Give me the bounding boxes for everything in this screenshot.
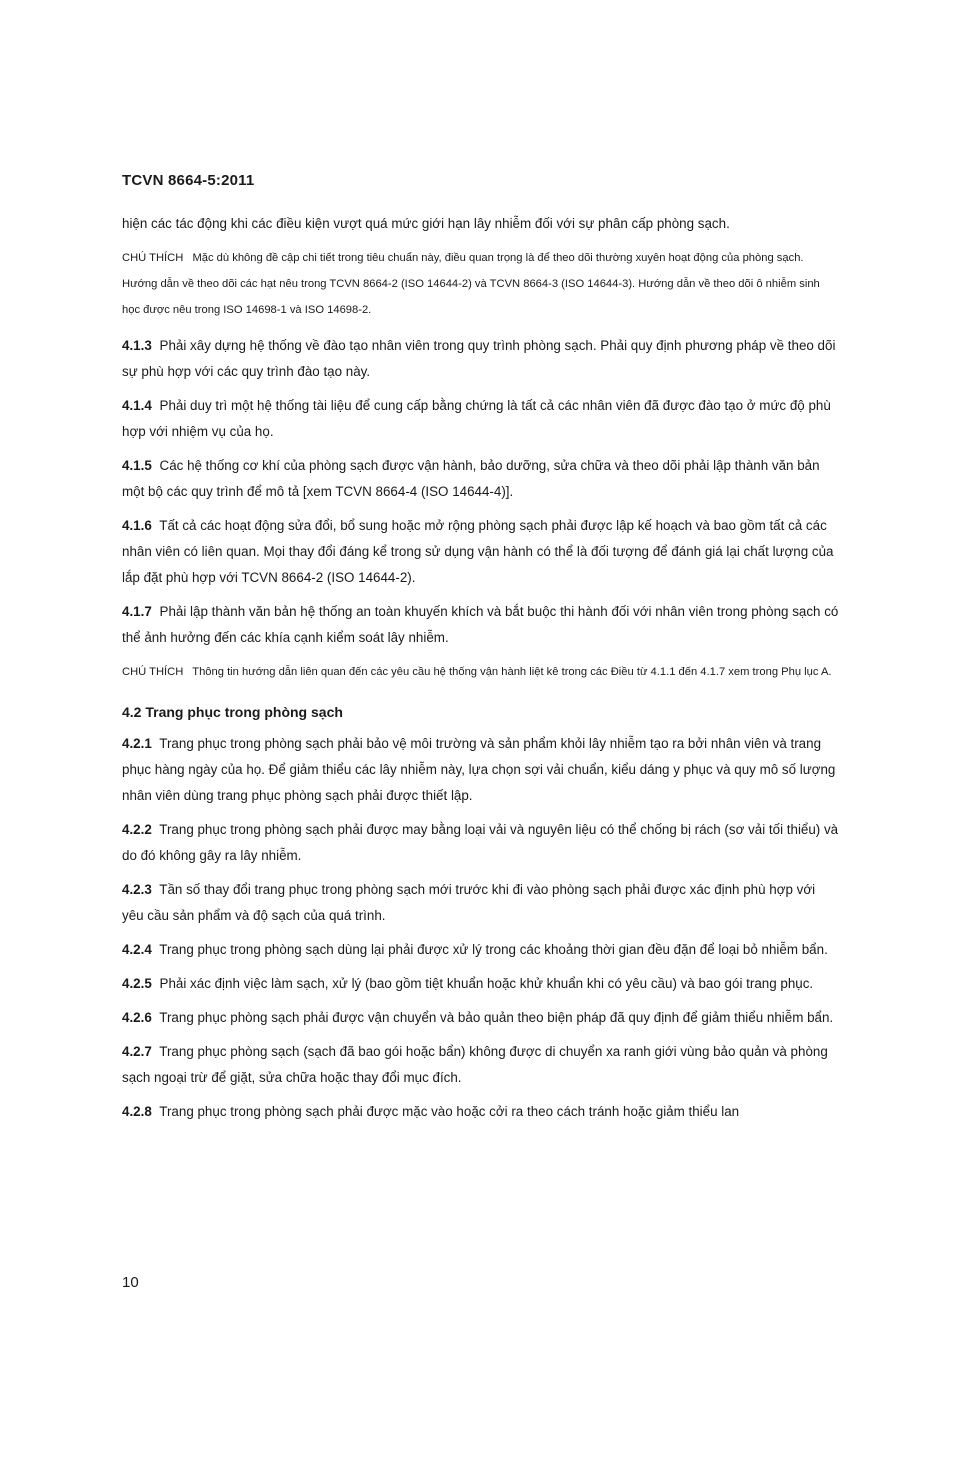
clause-text: Phải lập thành văn bản hệ thống an toàn khuyến khích và bắt buộc thi hành đối với nhân viên trong phòng sạch có thể ảnh hưởng đến các khía cạnh kiểm soát lây nhiễm.: [122, 604, 839, 645]
clause-4-2-5: [122, 971, 840, 997]
clause-number: 4.1.5: [122, 458, 152, 473]
clause-number: 4.2.4: [122, 942, 152, 957]
intro-paragraph: hiện các tác động khi các điều kiện vượt quá mức giới hạn lây nhiễm đối với sự phân cấp phòng sạch.: [122, 216, 730, 231]
clause-text: Phải xác định việc làm sạch, xử lý (bao gồm tiệt khuẩn hoặc khử khuẩn khi có yêu cầu) và bao gói trang phục.: [159, 976, 814, 991]
clause-number: 4.2.7: [122, 1044, 152, 1059]
clause-4-1-3: [122, 333, 840, 385]
clause-number: 4.1.6: [122, 518, 152, 533]
note-2-text: Thông tin hướng dẫn liên quan đến các yêu cầu hệ thống vận hành liệt kê trong các Điều từ 4.1.1 đến 4.1.7 xem trong Phụ lục A.: [192, 666, 832, 678]
clause-number: 4.1.7: [122, 604, 152, 619]
note-2-label: CHÚ THÍCH: [122, 666, 184, 678]
clause-text: Trang phục trong phòng sạch phải được may bằng loại vải và nguyên liệu có thể chống bị rách (sơ vải tối thiểu) và do đó không gây ra lây nhiễm.: [122, 822, 839, 863]
document-header: TCVN 8664-5:2011: [122, 172, 255, 189]
clause-number: 4.2.5: [122, 976, 152, 991]
clause-4-2-1: [122, 731, 840, 809]
note-2: [122, 659, 840, 685]
clause-4-1-5: [122, 453, 840, 505]
clause-4-2-2: [122, 817, 840, 869]
clause-text: Phải duy trì một hệ thống tài liệu để cung cấp bằng chứng là tất cả các nhân viên đã được đào tạo ở mức độ phù hợp với nhiệm vụ của họ.: [122, 398, 831, 439]
clause-text: Tất cả các hoạt động sửa đổi, bổ sung hoặc mở rộng phòng sạch phải được lập kế hoạch và bao gồm tất cả các nhân viên có liên quan. Mọi thay đổi đáng kể trong sử dụng vận hành có thể là đối tượng để đánh giá lại chất lượng của lắp đặt phù hợp với TCVN 8664-2 (ISO 14644-2).: [122, 518, 834, 585]
clause-4-2-8: [122, 1099, 840, 1125]
clause-number: 4.2.6: [122, 1010, 152, 1025]
clause-4-1-6: [122, 513, 840, 591]
page-number: 10: [122, 1274, 139, 1291]
note-1: [122, 245, 840, 323]
clause-number: 4.1.3: [122, 338, 152, 353]
clause-text: Trang phục trong phòng sạch phải bảo vệ môi trường và sản phẩm khỏi lây nhiễm tạo ra bởi nhân viên và trang phục hàng ngày của họ. Để giảm thiểu các lây nhiễm này, lựa chọn sợi vải chuẩn, kiểu dáng y phục và quy mô số lượng nhân viên dùng trang phục phòng sạch phải được thiết lập.: [122, 736, 836, 803]
clause-text: Phải xây dựng hệ thống về đào tạo nhân viên trong quy trình phòng sạch. Phải quy định phương pháp về theo dõi sự phù hợp với các quy trình đào tạo này.: [122, 338, 836, 379]
clause-text: Tần số thay đổi trang phục trong phòng sạch mới trước khi đi vào phòng sạch phải được xác định phù hợp với yêu cầu sản phẩm và độ sạch của quá trình.: [122, 882, 816, 923]
clause-number: 4.2.3: [122, 882, 152, 897]
clause-text: Trang phục trong phòng sạch phải được mặc vào hoặc cởi ra theo cách tránh hoặc giảm thiểu lan: [159, 1104, 740, 1119]
clause-text: Các hệ thống cơ khí của phòng sạch được vận hành, bảo dưỡng, sửa chữa và theo dõi phải lập thành văn bản một bộ các quy trình để mô tả [xem TCVN 8664-4 (ISO 14644-4)].: [122, 458, 820, 499]
clause-number: 4.1.4: [122, 398, 152, 413]
clause-4-1-7: [122, 599, 840, 651]
section-heading: 4.2 Trang phục trong phòng sạch: [122, 704, 343, 720]
clause-4-2-4: [122, 937, 840, 963]
clause-number: 4.2.2: [122, 822, 152, 837]
clause-number: 4.2.8: [122, 1104, 152, 1119]
note-1-text: Mặc dù không đề cập chi tiết trong tiêu chuẩn này, điều quan trọng là để theo dõi thường xuyên hoạt động của phòng sạch. Hướng dẫn về theo dõi các hạt nêu trong TCVN 8664-2 (ISO 14644-2) và TCVN 8664-3 (ISO 14644-3). Hướng dẫn về theo dõi ô nhiễm sinh học được nêu trong ISO 14698-1 và ISO 14698-2.: [122, 252, 820, 316]
clause-4-1-4: [122, 393, 840, 445]
clause-4-2-7: [122, 1039, 840, 1091]
clause-text: Trang phục phòng sạch (sạch đã bao gói hoặc bẩn) không được di chuyển xa ranh giới vùng bảo quản và phòng sạch ngoại trừ để giặt, sửa chữa hoặc thay đổi mục đích.: [122, 1044, 828, 1085]
clause-text: Trang phục trong phòng sạch dùng lại phải được xử lý trong các khoảng thời gian đều đặn để loại bỏ nhiễm bẩn.: [159, 942, 828, 957]
clause-4-2-3: [122, 877, 840, 929]
clause-text: Trang phục phòng sạch phải được vận chuyển và bảo quản theo biện pháp đã quy định để giảm thiểu nhiễm bẩn.: [159, 1010, 834, 1025]
clause-number: 4.2.1: [122, 736, 152, 751]
clause-4-2-6: [122, 1005, 840, 1031]
document-page: [122, 172, 840, 1133]
note-1-label: CHÚ THÍCH: [122, 252, 184, 264]
